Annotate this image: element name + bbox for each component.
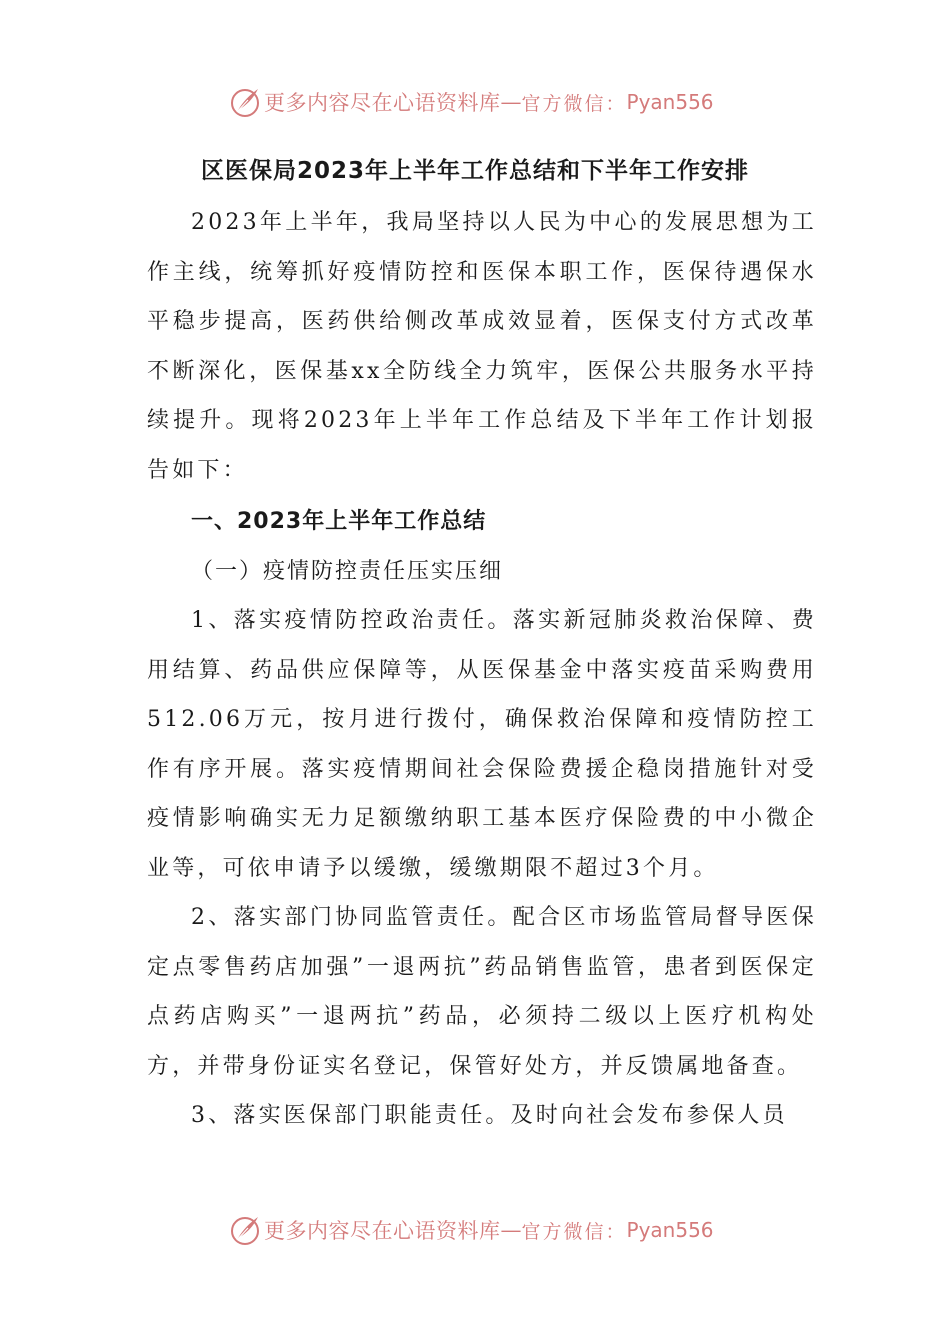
- feather-pen-logo-icon: [228, 1213, 262, 1247]
- watermark-wechat-label: 官方微信：: [521, 92, 627, 115]
- watermark-footer: [228, 1210, 714, 1250]
- watermark-header: [228, 82, 714, 122]
- document-title: 区医保局2023年上半年工作总结和下半年工作安排: [200, 158, 749, 184]
- body-paragraph: 2、落实部门协同监管责任。配合区市场监管局督导医保定点零售药店加强”一退两抗”药品销售监管，患者到医保定点药店购买”一退两抗”药品，必须持二级以上医疗机构处方，并带身份证实名登记，保管好处方，并反馈属地备查。: [147, 905, 817, 1079]
- watermark-dash: —: [500, 90, 522, 114]
- watermark-dash: —: [500, 1218, 522, 1242]
- watermark-wechat-id: Pyan556: [626, 90, 714, 114]
- watermark-wechat-label: 官方微信：: [521, 1220, 627, 1243]
- section-heading: 一、2023年上半年工作总结: [191, 509, 487, 534]
- intro-paragraph: 2023年上半年，我局坚持以人民为中心的发展思想为工作主线，统筹抓好疫情防控和医保本职工作，医保待遇保水平稳步提高，医药供给侧改革成效显着，医保支付方式改革不断深化，医保基xx全防线全力筑牢，医保公共服务水平持续提升。现将2023年上半年工作总结及下半年工作计划报告如下：: [147, 210, 817, 483]
- body-paragraph: 3、落实医保部门职能责任。及时向社会发布参保人员: [191, 1103, 788, 1128]
- watermark-main-text: 更多内容尽在心语资料库: [264, 1219, 501, 1243]
- watermark-wechat-id: Pyan556: [626, 1218, 714, 1242]
- watermark-main-text: 更多内容尽在心语资料库: [264, 91, 501, 115]
- body-paragraph: 1、落实疫情防控政治责任。落实新冠肺炎救治保障、费用结算、药品供应保障等，从医保基金中落实疫苗采购费用512.06万元，按月进行拨付，确保救治保障和疫情防控工作有序开展。落实疫情期间社会保险费援企稳岗措施针对受疫情影响确实无力足额缴纳职工基本医疗保险费的中小微企业等，可依申请予以缓缴，缓缴期限不超过3个月。: [147, 608, 817, 881]
- document-body: [147, 198, 817, 1141]
- feather-pen-logo-icon: [228, 85, 262, 119]
- subsection-heading: （一）疫情防控责任压实压细: [191, 558, 504, 584]
